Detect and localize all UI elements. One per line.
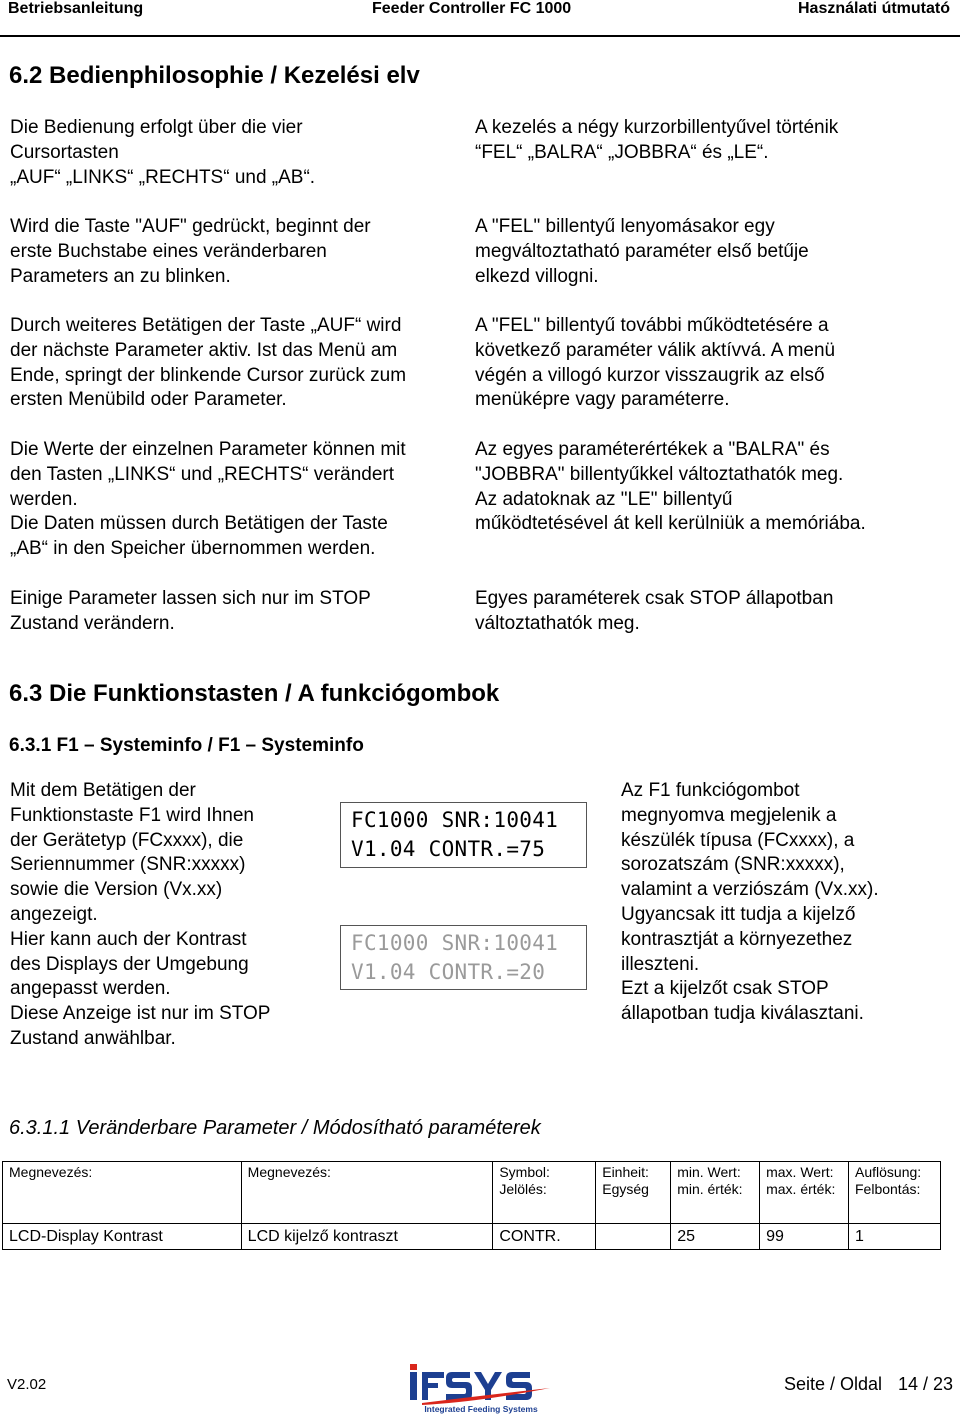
ifsys-logo-graphic (408, 1362, 554, 1414)
section-6-3-1-1-title: 6.3.1.1 Veränderbare Parameter / Módosítható paraméterek (9, 1117, 541, 1139)
header-divider (0, 35, 960, 37)
table-header-cell: Symbol: Jelölés: (493, 1162, 596, 1224)
table-header-row (3, 1162, 941, 1224)
hu-paragraph-1: A kezelés a négy kurzorbillentyűvel történik “FEL“ „BALRA“ „JOBBRA“ és „LE“. (475, 117, 839, 163)
table-header-cell: Auflösung: Felbontás: (849, 1162, 941, 1224)
table-cell (596, 1224, 671, 1250)
de-paragraph-5: Einige Parameter lassen sich nur im STOP Zustand verändern. (10, 588, 371, 634)
table-cell: CONTR. (493, 1224, 596, 1250)
header-center: Feeder Controller FC 1000 (372, 0, 572, 17)
lcd-line-1: FC1000 SNR:10041 (351, 808, 559, 832)
de-paragraph-2: Wird die Taste "AUF" gedrückt, beginnt der erste Buchstabe eines veränderbaren Parameters an zu blinken. (10, 216, 371, 287)
logo-subtitle: Integrated Feeding Systems (424, 1404, 538, 1414)
lcd-line-2: V1.04 CONTR.=75 (351, 837, 546, 861)
header-left: Betriebsanleitung (8, 0, 144, 17)
table-cell: LCD-Display Kontrast (3, 1224, 242, 1250)
de-paragraph-3: Durch weiteres Betätigen der Taste „AUF“ wird der nächste Parameter aktiv. Ist das Menü am Ende, springt der blinkende Cursor zurück zum ersten Menübild oder Parameter. (10, 315, 407, 411)
lcd-display-active (340, 802, 587, 868)
parameter-table (2, 1161, 941, 1250)
table-cell: 25 (671, 1224, 760, 1250)
footer-page-label: Seite / Oldal (784, 1374, 883, 1394)
lcd-line-1: FC1000 SNR:10041 (351, 931, 559, 955)
ifsys-logo (408, 1362, 554, 1414)
section-6-3-title: 6.3 Die Funktionstasten / A funkciógombok (9, 680, 500, 707)
hu-paragraph-5: Egyes paraméterek csak STOP állapotban változtathatók meg. (475, 588, 834, 634)
hu-paragraph-4: Az egyes paraméterértékek a "BALRA" és "JOBBRA" billentyűkkel változtathatók meg. Az adatoknak az "LE" billentyű működtetésével át kell kerülniük a memóriába. (475, 439, 866, 535)
lcd-display-faded (340, 925, 587, 990)
f1-de-description: Mit dem Betätigen der Funktionstaste F1 wird Ihnen der Gerätetyp (FCxxxx), die Seriennummer (SNR:xxxxx) sowie die Version (Vx.xx) angezeigt. Hier kann auch der Kontrast des Displays der Umgebung angepasst werden. Diese Anzeige ist nur im STOP Zustand anwählbar. (10, 780, 271, 1049)
header-right: Használati útmutató (797, 0, 950, 17)
section-6-3-1-title: 6.3.1 F1 – Systeminfo / F1 – Systeminfo (9, 735, 364, 756)
table-cell: 99 (760, 1224, 849, 1250)
f1-hu-description: Az F1 funkciógombot megnyomva megjelenik a készülék típusa (FCxxxx), a sorozatszám (SNR:xxxxx), valamint a verziószám (Vx.xx). Ugyancsak itt tudja a kijelző kontrasztját a környezethez illeszteni. Ezt a kijelzőt csak STOP állapotban tudja kiválasztani. (621, 780, 879, 1025)
footer-page-number: 14 / 23 (898, 1374, 954, 1394)
table-header-cell: min. Wert: min. érték: (671, 1162, 760, 1224)
footer-version: V2.02 (7, 1376, 47, 1393)
table-header-cell: Megnevezés: (241, 1162, 493, 1224)
de-paragraph-4: Die Werte der einzelnen Parameter können mit den Tasten „LINKS“ und „RECHTS“ verändert werden. Die Daten müssen durch Betätigen der Taste „AB“ in den Speicher übernommen werden. (10, 439, 406, 560)
hu-paragraph-2: A "FEL" billentyű lenyomásakor egy megváltoztatható paraméter első betűje elkezd villogni. (475, 216, 809, 287)
table-cell: LCD kijelző kontraszt (241, 1224, 493, 1250)
table-header-cell: Megnevezés: (3, 1162, 242, 1224)
table-header-cell: Einheit: Egység (596, 1162, 671, 1224)
page-header (0, 0, 960, 30)
hu-paragraph-3: A "FEL" billentyű további működtetésére a következő paraméter válik aktívvá. A menü végén a villogó kurzor visszaugrik az első menüképre vagy paraméterre. (475, 315, 836, 411)
de-paragraph-1: Die Bedienung erfolgt über die vier Cursortasten „AUF“ „LINKS“ „RECHTS“ und „AB“. (10, 117, 316, 188)
section-6-2-title: 6.2 Bedienphilosophie / Kezelési elv (9, 62, 420, 89)
lcd-line-2: V1.04 CONTR.=20 (351, 960, 546, 984)
table-cell: 1 (849, 1224, 941, 1250)
table-header-cell: max. Wert: max. érték: (760, 1162, 849, 1224)
table-row (3, 1224, 941, 1250)
